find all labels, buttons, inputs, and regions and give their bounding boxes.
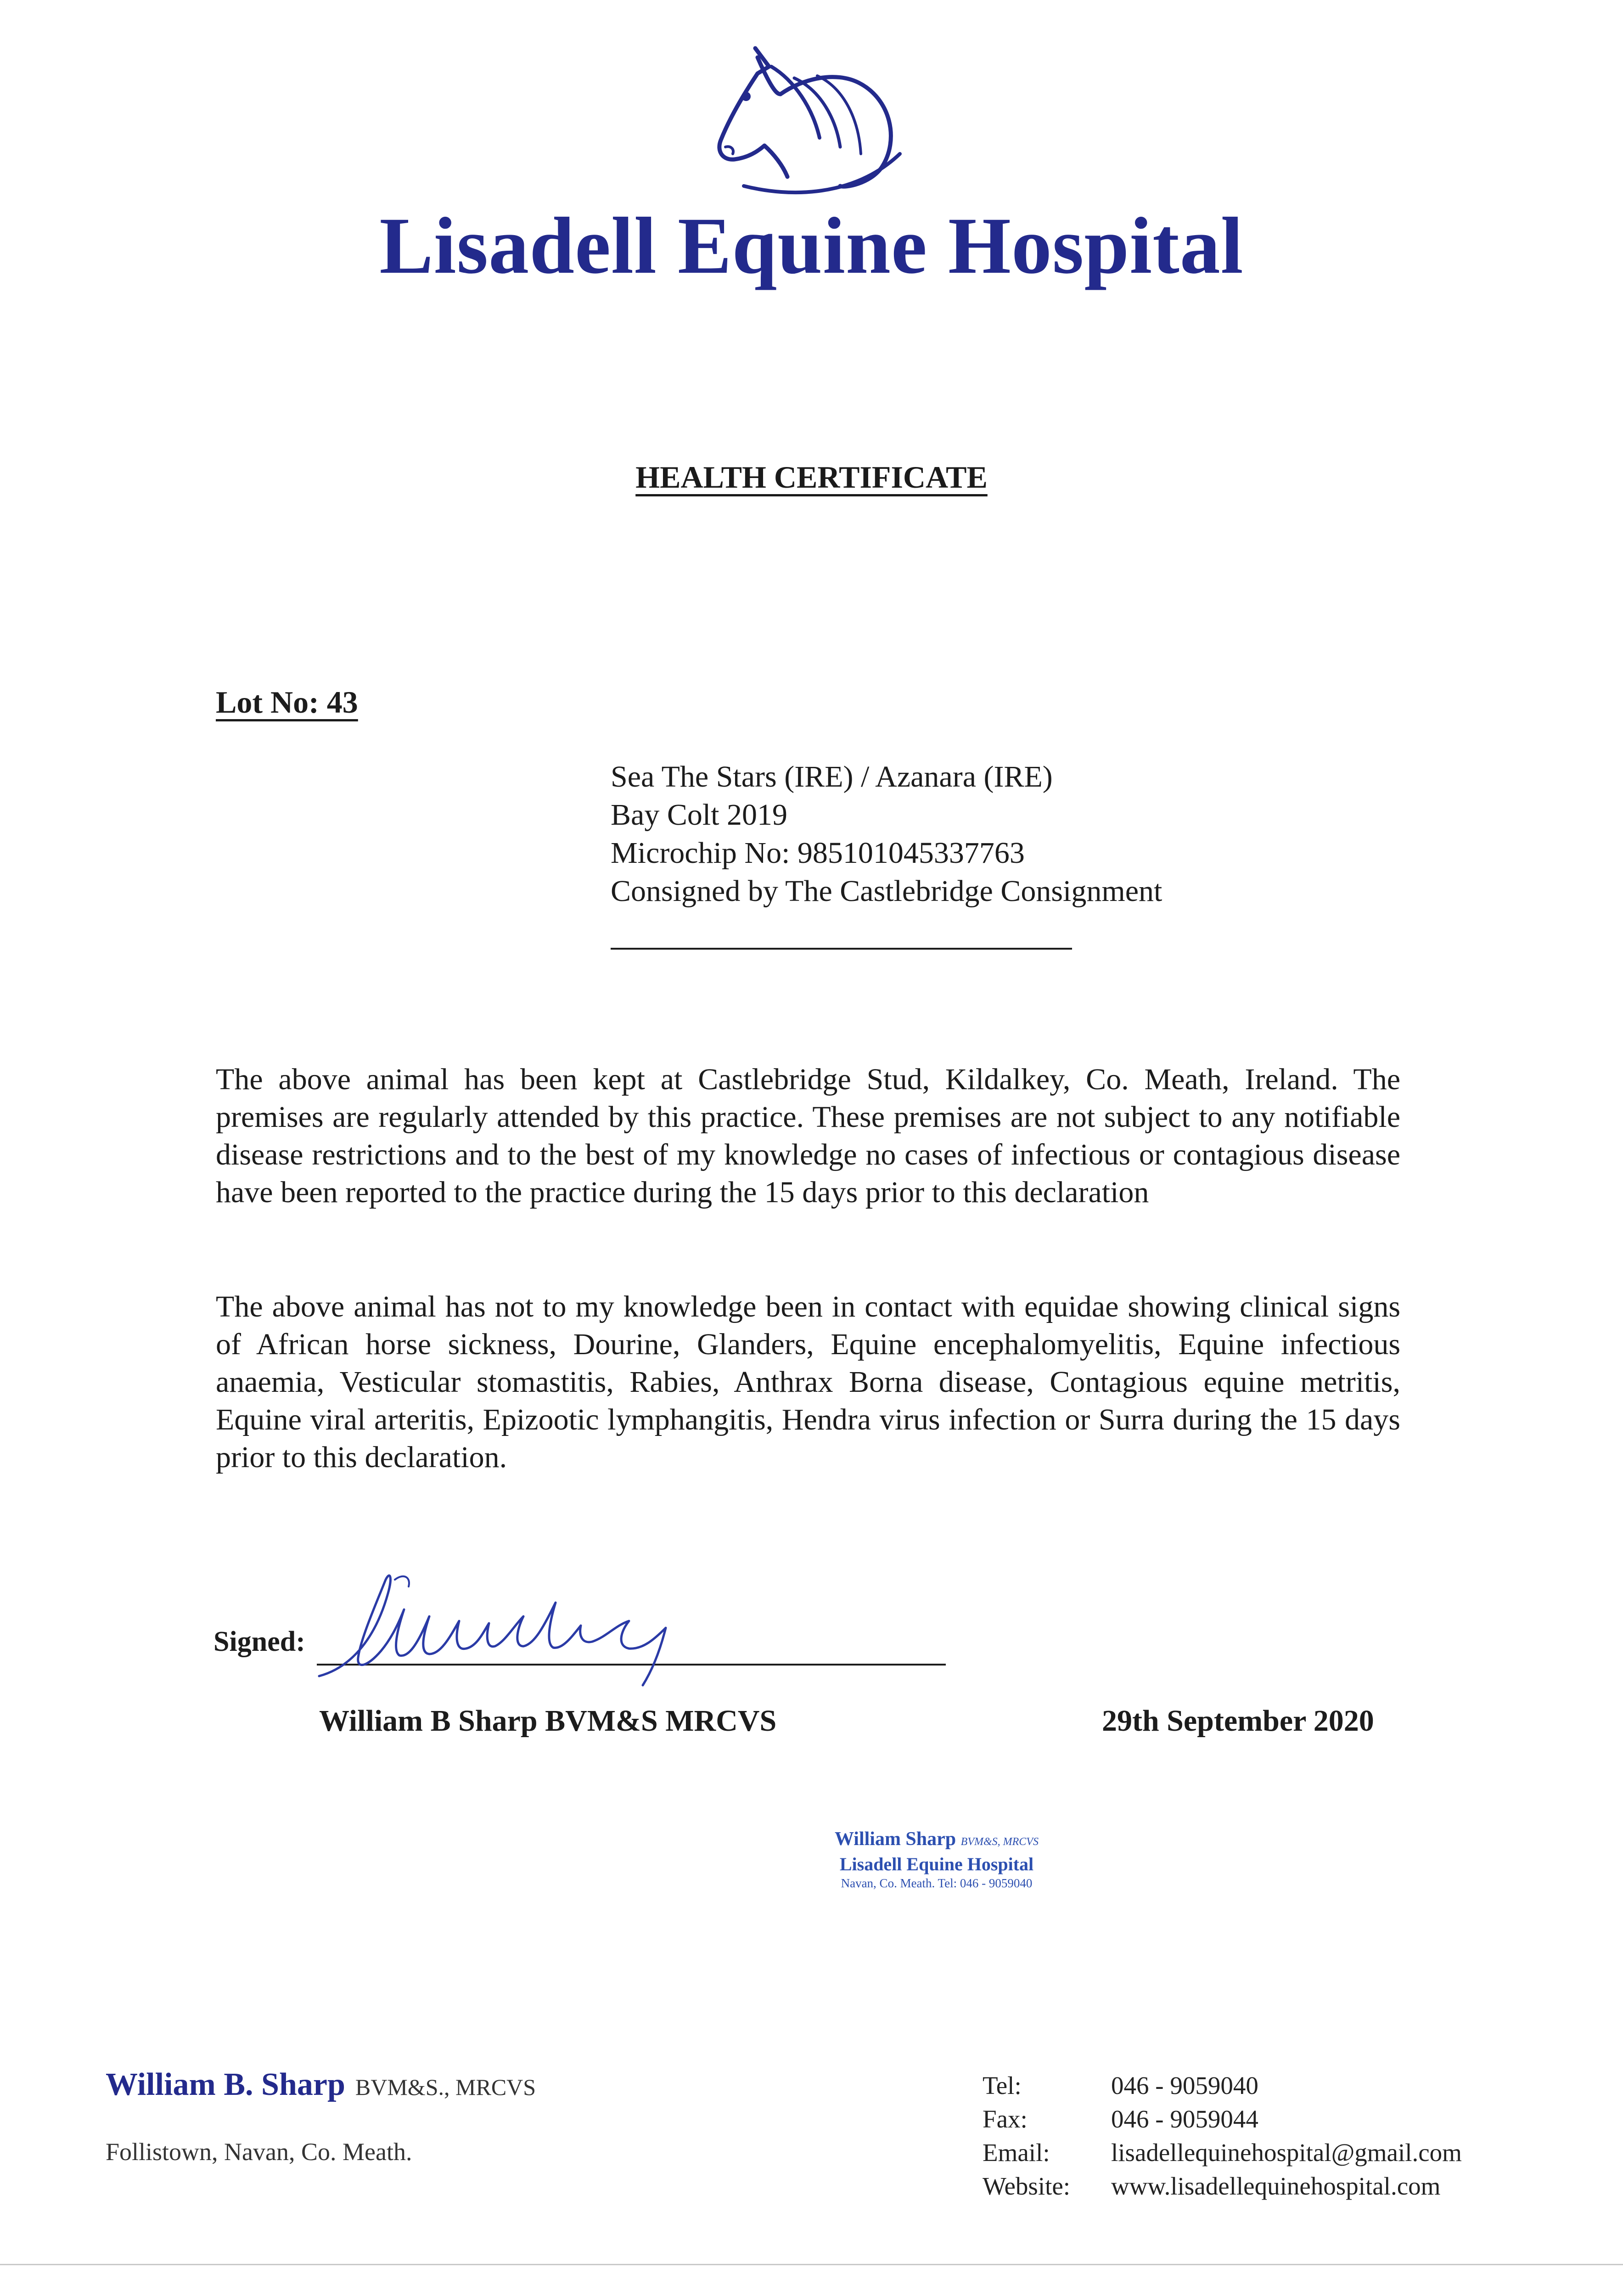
practice-stamp — [735, 1828, 1139, 1891]
lot-number: Lot No: 43 — [216, 685, 358, 720]
contact-details — [983, 2069, 1462, 2203]
contact-label: Tel: — [983, 2071, 1022, 2099]
footer-name-text: William B. Sharp — [106, 2067, 345, 2102]
contact-row-email — [983, 2136, 1462, 2169]
horse-description: Bay Colt 2019 — [611, 798, 788, 832]
contact-row-tel — [983, 2069, 1462, 2102]
signer-name: William B Sharp BVM&S MRCVS — [319, 1704, 777, 1738]
disease-declaration: The above animal has not to my knowledge been in contact with equidae showing clinical signs of African horse sickness, Dourine, Glanders, Equine encephalomyelitis, Equine infectious anaemia, Vesticular stomastitis, Rabies, Anthrax Borna disease, Contagious equine metritis, Equine viral arteritis, Epizootic lymphangitis, Hendra virus infection or Surra during the 15 days prior to this declaration. — [216, 1290, 1400, 1474]
horse-consignor: Consigned by The Castlebridge Consignment — [611, 874, 1162, 908]
contact-value: 046 - 9059040 — [1111, 2071, 1258, 2099]
handwritten-signature — [312, 1552, 725, 1699]
certificate-title-text: HEALTH CERTIFICATE — [635, 460, 988, 495]
certificate-title — [0, 459, 1623, 495]
signature-date: 29th September 2020 — [1102, 1704, 1374, 1738]
signed-label: Signed: — [213, 1626, 305, 1657]
contact-value: 046 - 9059044 — [1111, 2105, 1258, 2133]
stamp-name: William Sharp — [835, 1829, 956, 1850]
footer-name — [106, 2066, 536, 2103]
horse-pedigree: Sea The Stars (IRE) / Azanara (IRE) — [611, 760, 1053, 793]
email-link[interactable]: lisadellequinehospital@gmail.com — [1111, 2138, 1462, 2167]
contact-row-fax — [983, 2102, 1462, 2136]
horse-microchip: Microchip No: 985101045337763 — [611, 836, 1025, 870]
contact-label: Website: — [983, 2172, 1071, 2200]
hospital-name: Lisadell Equine Hospital — [379, 201, 1244, 291]
footer-quals: BVM&S., MRCVS — [355, 2074, 536, 2100]
premises-declaration: The above animal has been kept at Castlebridge Stud, Kildalkey, Co. Meath, Ireland. The premises are regularly attended by this practice. These premises are not subject to any notifiable disease restrictions and to the best of my knowledge no cases of infectious or contagious disease have been reported to the practice during the 15 days prior to this declaration — [216, 1063, 1400, 1209]
horse-head-logo-icon — [689, 39, 904, 195]
website-link[interactable]: www.lisadellequinehospital.com — [1111, 2172, 1441, 2200]
contact-label: Fax: — [983, 2105, 1028, 2133]
contact-row-website — [983, 2169, 1462, 2203]
stamp-hospital: Lisadell Equine Hospital — [839, 1854, 1034, 1874]
contact-label: Email: — [983, 2138, 1050, 2167]
stamp-quals: BVM&S, MRCVS — [960, 1836, 1039, 1848]
horse-details — [611, 758, 1162, 910]
stamp-name-line — [735, 1828, 1139, 1853]
page-edge-line — [0, 2264, 1623, 2265]
footer-address: Follistown, Navan, Co. Meath. — [106, 2138, 412, 2166]
divider — [611, 948, 1072, 950]
stamp-address: Navan, Co. Meath. Tel: 046 - 9059040 — [841, 1876, 1033, 1890]
